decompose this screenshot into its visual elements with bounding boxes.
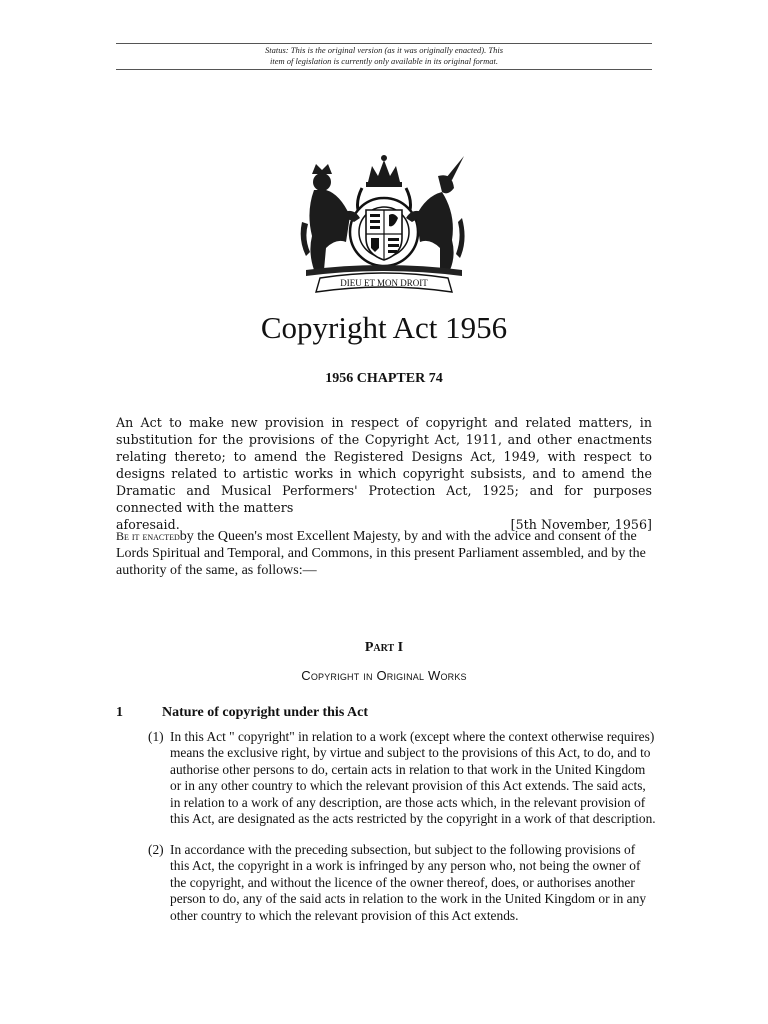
enacting-formula (116, 528, 654, 579)
subsection-number: (2) (148, 842, 164, 857)
section-title: Nature of copyright under this Act (162, 705, 368, 720)
subsection-number: (1) (148, 729, 164, 744)
chapter-number: 1956 CHAPTER 74 (325, 371, 443, 386)
motto-scroll-text: DIEU ET MON DROIT (340, 278, 428, 288)
part-title: Copyright in Original Works (301, 668, 467, 683)
long-title-last-word: aforesaid. (116, 517, 180, 532)
subsection (148, 729, 656, 827)
status-banner (116, 43, 652, 70)
section-heading (116, 704, 656, 722)
enacting-text: by the Queen's most Excellent Majesty, by and with the advice and consent of the Lords Spiritual and Temporal, and Commons, in this present Parliament assembled, and by the authority of the same, as follows:— (116, 529, 646, 578)
long-title (116, 414, 652, 533)
royal-assent-date: [5th November, 1956] (510, 517, 652, 532)
section-number: 1 (116, 705, 123, 720)
royal-coat-of-arms-icon (296, 152, 472, 294)
subsection (148, 842, 656, 924)
long-title-body: An Act to make new provision in respect of copyright and related matters, in substitution for the provisions of the Copyright Act, 1911, and other enactments relating thereto; to amend the Registered Designs Act, 1949, with respect to designs related to artistic works in which copyright subsists, and to amend the Dramatic and Musical Performers' Protection Act, 1925; and for purposes connected with the matters (116, 415, 652, 515)
part-heading: Part I (364, 640, 404, 655)
subsection-text: In this Act " copyright" in relation to a work (except where the context otherwise requires) means the exclusive right, by virtue and subject to the provisions of this Act, to do, and to authorise other persons to do, certain acts in relation to that work in the United Kingdom or in any other country to which the relevant provision of this Act extends. The said acts, in relation to a work of any description, are those acts which, in the relevant provision of this Act, are designated as the acts restricted by the copyright in a work of that description. (170, 729, 656, 827)
status-line-1: Status: This is the original version (as it was originally enacted). This (265, 45, 503, 55)
enacting-lead: Be it enacted (116, 529, 180, 543)
status-line-2: item of legislation is currently only available in its original format. (270, 56, 498, 66)
act-title: Copyright Act 1956 (260, 310, 508, 345)
subsection-text: In accordance with the preceding subsection, but subject to the following provisions of this Act, the copyright in a work is infringed by any person who, not being the owner of the copyright, and without the licence of the owner thereof, does, or authorises another person to do, any of the said acts in relation to the work in the United Kingdom or in any other country to which the relevant provision of this Act extends. (170, 842, 647, 923)
